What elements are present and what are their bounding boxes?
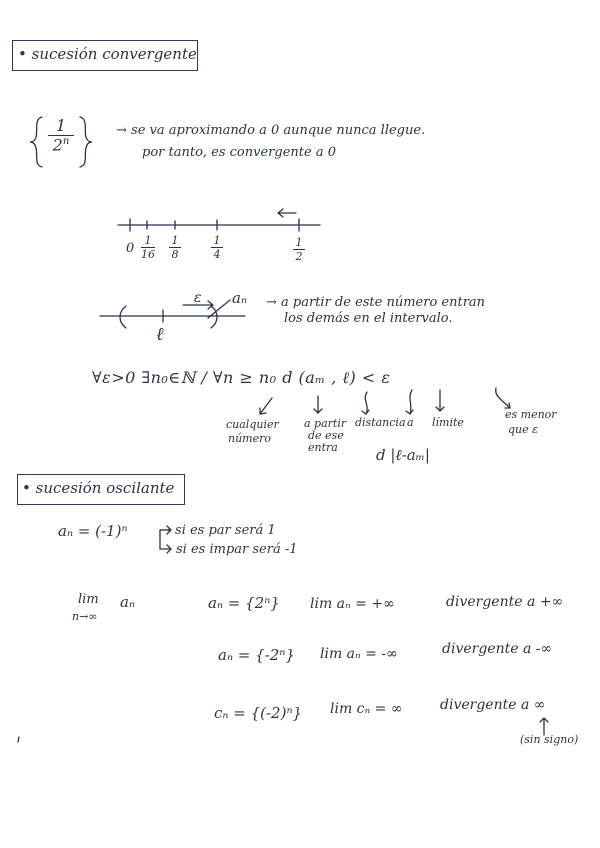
oscillating-case-impar: si es impar será -1	[176, 542, 298, 557]
section-oscilante-title: • sucesión oscilante	[22, 479, 175, 497]
distance-formula: d |ℓ-aₘ|	[376, 446, 430, 464]
row1-result: divergente a +∞	[446, 594, 564, 610]
convergence-arrow	[278, 209, 296, 217]
lim-label: lim	[78, 592, 99, 607]
label-menor-line2: que ε	[508, 423, 539, 436]
section-convergente-title: • sucesión convergente	[18, 45, 197, 63]
label-a: a	[407, 416, 414, 429]
convergence-note-line2: por tanto, es convergente a 0	[142, 145, 336, 160]
label-partir-line1: a partir	[304, 417, 347, 430]
row2-result: divergente a -∞	[442, 641, 553, 657]
row3-result: divergente a ∞	[440, 697, 546, 713]
interval-note-line2: los demás en el intervalo.	[284, 311, 453, 326]
interval-note-line1: → a partir de este número entran	[266, 295, 486, 310]
sin-signo-note: (sin signo)	[520, 733, 579, 746]
interval-epsilon: ε	[194, 290, 202, 306]
row3-limit: lim cₙ = ∞	[330, 701, 403, 717]
row2-limit: lim aₙ = -∞	[320, 646, 398, 662]
sequence-fraction	[48, 118, 74, 153]
numberline-label-1-4: 1 4	[211, 235, 223, 260]
oscillating-case-par: → si es par será 1	[160, 523, 276, 538]
left-brace	[30, 117, 42, 167]
fraction-denominator: 2$^n$	[52, 135, 70, 155]
convergence-note-line1: → se va aproximando a 0 aunque nunca llegue.	[116, 123, 426, 138]
right-brace	[80, 117, 92, 167]
lim-subscript: n→∞	[72, 610, 98, 623]
numberline-label-1-2: 1 2	[293, 237, 305, 262]
oscillating-formula: aₙ = (-1)ⁿ	[58, 522, 128, 540]
numberline-label-1-8: 1 8	[169, 235, 181, 260]
numberline-zero: 0	[126, 241, 135, 256]
label-menor-line1: es menor	[505, 408, 557, 421]
lim-variable: aₙ	[120, 593, 136, 611]
label-partir-line2: de ese	[308, 429, 344, 442]
interval-ell: ℓ	[156, 324, 164, 345]
label-cualquier-line2: número	[228, 432, 271, 445]
label-limite: límite	[432, 416, 464, 429]
fraction-numerator: 1	[55, 116, 67, 135]
row2-sequence: aₙ = {-2ⁿ}	[218, 646, 295, 664]
label-cualquier-line1: cualquier	[226, 418, 279, 431]
interval-an: aₙ	[232, 289, 248, 307]
row3-sequence: cₙ = {(-2)ⁿ}	[214, 704, 303, 722]
row1-sequence: aₙ = {2ⁿ}	[208, 594, 280, 612]
row1-limit: lim aₙ = +∞	[310, 596, 395, 612]
limit-definition: ∀ε>0 ∃n₀∈ℕ / ∀n ≥ n₀ d (aₘ , ℓ) < ε	[92, 368, 391, 387]
label-partir-line3: entra	[308, 441, 338, 454]
label-distancia: distancia	[355, 416, 406, 429]
numberline-label-1-16: 1 16	[141, 234, 155, 261]
